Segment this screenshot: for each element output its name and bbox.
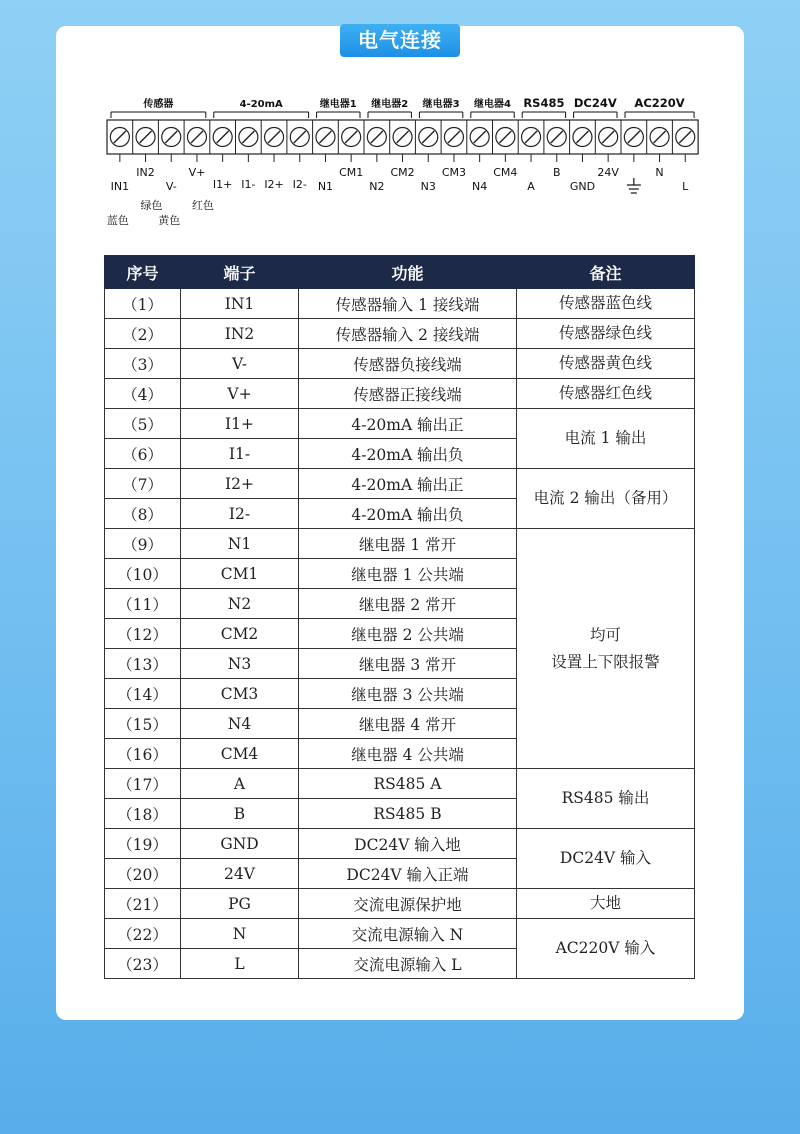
row-terminal: IN2	[181, 319, 299, 349]
row-number: （15）	[105, 709, 181, 739]
row-terminal: N1	[181, 529, 299, 559]
terminal-label: I2-	[292, 178, 307, 191]
row-terminal: N4	[181, 709, 299, 739]
row-terminal: I1+	[181, 409, 299, 439]
row-note: 电流 1 输出	[517, 409, 695, 469]
row-function: 继电器 1 公共端	[299, 559, 517, 589]
row-terminal: GND	[181, 829, 299, 859]
row-terminal: 24V	[181, 859, 299, 889]
row-function: 4-20mA 输出负	[299, 439, 517, 469]
header-note: 备注	[517, 256, 695, 289]
group-label: 继电器4	[474, 99, 511, 110]
group-label: RS485	[523, 96, 565, 110]
row-number: （4）	[105, 379, 181, 409]
header-function: 功能	[299, 256, 517, 289]
row-number: （9）	[105, 529, 181, 559]
terminal-label: N	[655, 166, 664, 179]
row-function: 交流电源输入 N	[299, 919, 517, 949]
row-function: 传感器输入 2 接线端	[299, 319, 517, 349]
terminal-label: N3	[420, 180, 436, 193]
terminal-label: N4	[472, 180, 488, 193]
row-number: （18）	[105, 799, 181, 829]
row-number: （5）	[105, 409, 181, 439]
row-function: 继电器 2 常开	[299, 589, 517, 619]
terminal-label: 24V	[597, 166, 619, 179]
terminal-label: IN1	[110, 180, 130, 193]
table-row	[105, 769, 695, 799]
table-row	[105, 469, 695, 499]
row-note: 传感器绿色线	[517, 319, 695, 349]
row-number: （23）	[105, 949, 181, 979]
row-terminal: L	[181, 949, 299, 979]
group-bracket	[522, 112, 565, 118]
row-terminal: N3	[181, 649, 299, 679]
row-terminal: I2+	[181, 469, 299, 499]
row-terminal: CM2	[181, 619, 299, 649]
terminal-label: I2+	[264, 178, 284, 191]
terminal-label: N2	[369, 180, 385, 193]
group-bracket	[214, 112, 309, 118]
section-title: 电气连接	[340, 24, 460, 57]
group-bracket	[574, 112, 617, 118]
row-function: 交流电源输入 L	[299, 949, 517, 979]
row-number: （3）	[105, 349, 181, 379]
terminal-label: CM2	[390, 166, 415, 179]
row-note: 大地	[517, 889, 695, 919]
row-terminal: PG	[181, 889, 299, 919]
row-number: （10）	[105, 559, 181, 589]
row-function: 传感器正接线端	[299, 379, 517, 409]
terminal-label: V+	[188, 166, 206, 179]
row-function: 传感器输入 1 接线端	[299, 289, 517, 319]
row-terminal: CM1	[181, 559, 299, 589]
row-function: 继电器 4 公共端	[299, 739, 517, 769]
row-function: DC24V 输入正端	[299, 859, 517, 889]
row-note: RS485 输出	[517, 769, 695, 829]
ground-icon	[627, 178, 641, 193]
row-note: 均可 设置上下限报警	[517, 529, 695, 769]
row-note: 电流 2 输出（备用）	[517, 469, 695, 529]
row-number: （14）	[105, 679, 181, 709]
row-number: （16）	[105, 739, 181, 769]
row-terminal: V-	[181, 349, 299, 379]
row-terminal: I2-	[181, 499, 299, 529]
row-terminal: CM4	[181, 739, 299, 769]
row-function: 继电器 2 公共端	[299, 619, 517, 649]
row-number: （7）	[105, 469, 181, 499]
wire-color-label: 黄色	[158, 214, 181, 227]
row-function: RS485 B	[299, 799, 517, 829]
table-row	[105, 889, 695, 919]
row-terminal: N2	[181, 589, 299, 619]
row-function: 交流电源保护地	[299, 889, 517, 919]
row-terminal: N	[181, 919, 299, 949]
terminal-label: I1-	[241, 178, 256, 191]
header-no: 序号	[105, 256, 181, 289]
table-row	[105, 919, 695, 949]
row-function: RS485 A	[299, 769, 517, 799]
terminal-label: CM4	[493, 166, 518, 179]
terminal-label: GND	[569, 180, 596, 193]
row-function: 继电器 3 公共端	[299, 679, 517, 709]
row-function: 传感器负接线端	[299, 349, 517, 379]
wire-color-label: 绿色	[140, 199, 163, 212]
terminal-label: L	[682, 180, 689, 193]
row-terminal: B	[181, 799, 299, 829]
header-terminal: 端子	[181, 256, 299, 289]
table-row	[105, 529, 695, 559]
row-number: （17）	[105, 769, 181, 799]
table-row	[105, 379, 695, 409]
row-number: （6）	[105, 439, 181, 469]
table-row	[105, 349, 695, 379]
row-note: AC220V 输入	[517, 919, 695, 979]
row-number: （19）	[105, 829, 181, 859]
group-label: 继电器2	[371, 99, 409, 110]
row-number: （20）	[105, 859, 181, 889]
group-bracket	[419, 112, 462, 118]
terminal-label: CM1	[339, 166, 364, 179]
row-function: DC24V 输入地	[299, 829, 517, 859]
row-terminal: A	[181, 769, 299, 799]
row-function: 继电器 4 常开	[299, 709, 517, 739]
terminal-label: V-	[165, 180, 177, 193]
row-note: 传感器红色线	[517, 379, 695, 409]
row-number: （13）	[105, 649, 181, 679]
row-function: 4-20mA 输出正	[299, 469, 517, 499]
table-row	[105, 319, 695, 349]
terminal-label: A	[527, 180, 535, 193]
wire-color-label: 红色	[191, 199, 214, 212]
terminal-label: IN2	[136, 166, 155, 179]
row-number: （12）	[105, 619, 181, 649]
row-note: 传感器黄色线	[517, 349, 695, 379]
row-terminal: CM3	[181, 679, 299, 709]
group-label: DC24V	[573, 96, 617, 110]
row-number: （2）	[105, 319, 181, 349]
terminal-label: B	[552, 166, 561, 179]
group-bracket	[368, 112, 411, 118]
table-row	[105, 829, 695, 859]
wire-color-label: 蓝色	[106, 214, 129, 227]
table-row	[105, 409, 695, 439]
group-label: AC220V	[634, 96, 685, 110]
group-bracket	[471, 112, 514, 118]
group-label: 传感器	[143, 99, 174, 110]
terminal-wiring-diagram	[0, 0, 800, 250]
row-number: （11）	[105, 589, 181, 619]
terminal-label: I1+	[212, 178, 233, 191]
row-terminal: I1-	[181, 439, 299, 469]
row-number: （1）	[105, 289, 181, 319]
row-number: （8）	[105, 499, 181, 529]
group-bracket	[625, 112, 694, 118]
group-label: 继电器1	[319, 99, 357, 110]
row-function: 继电器 1 常开	[299, 529, 517, 559]
group-label: 4-20mA	[239, 99, 283, 110]
row-terminal: V+	[181, 379, 299, 409]
table-row	[105, 289, 695, 319]
row-note: DC24V 输入	[517, 829, 695, 889]
row-terminal: IN1	[181, 289, 299, 319]
terminal-table	[104, 255, 695, 979]
row-note: 传感器蓝色线	[517, 289, 695, 319]
terminal-label: CM3	[441, 166, 467, 179]
row-number: （21）	[105, 889, 181, 919]
row-function: 4-20mA 输出正	[299, 409, 517, 439]
group-bracket	[317, 112, 360, 118]
group-bracket	[111, 112, 206, 118]
terminal-label: N1	[317, 180, 334, 193]
row-number: （22）	[105, 919, 181, 949]
table-header-row	[105, 256, 695, 289]
group-label: 继电器3	[422, 99, 460, 110]
row-function: 继电器 3 常开	[299, 649, 517, 679]
row-function: 4-20mA 输出负	[299, 499, 517, 529]
